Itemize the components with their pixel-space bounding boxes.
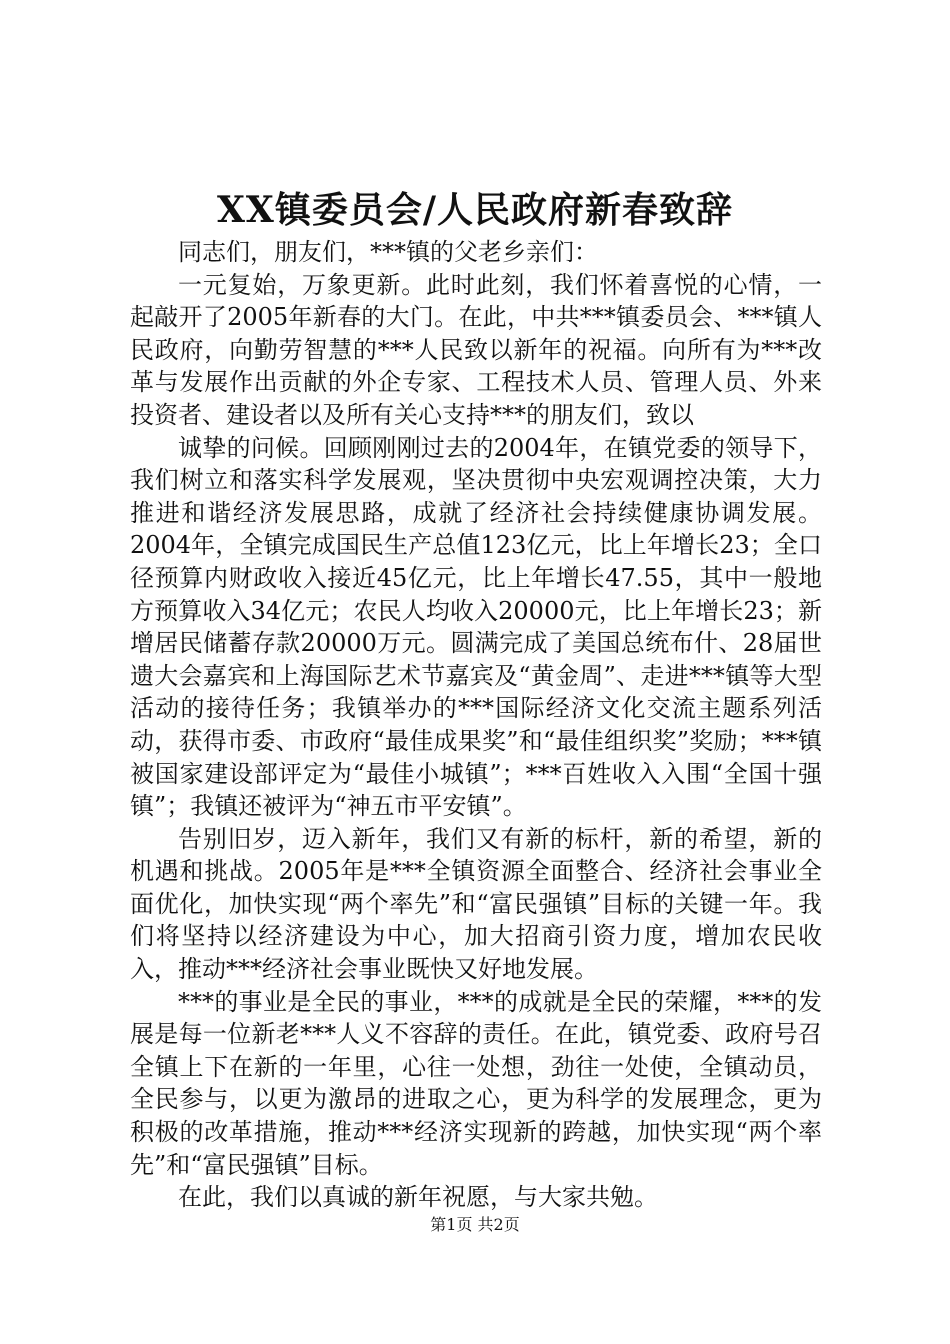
body-paragraph: 告别旧岁，迈入新年，我们又有新的标杆，新的希望，新的机遇和挑战。2005年是***全镇资源全面整合、经济社会事业全面优化，加快实现“两个率先”和“富民强镇”目标的关键一年。我们将坚持以经济建设为中心，加大招商引资力度，增加农民收入，推动***经济社会事业既快又好地发展。 [130, 824, 822, 984]
salutation-paragraph: 同志们，朋友们，***镇的父老乡亲们： [178, 238, 598, 266]
document-title: XX镇委员会/人民政府新春致辞 [216, 189, 733, 231]
page-number-footer: 第1页 共2页 [430, 1215, 520, 1234]
document-body [130, 236, 822, 1214]
closing-paragraph: 在此，我们以真诚的新年祝愿，与大家共勉。 [178, 1183, 658, 1212]
body-paragraph: 诚挚的问候。回顾刚刚过去的2004年，在镇党委的领导下，我们树立和落实科学发展观，坚决贯彻中央宏观调控决策，大力推进和谐经济发展思路，成就了经济社会持续健康协调发展。2004年，全镇完成国民生产总值123亿元，比上年增长23；全口径预算内财政收入接近45亿元，比上年增长47.55，其中一般地方预算收入34亿元；农民人均收入20000元，比上年增长23；新增居民储蓄存款20000万元。圆满完成了美国总统布什、28届世遗大会嘉宾和上海国际艺术节嘉宾及“黄金周”、走进***镇等大型活动的接待任务；我镇举办的***国际经济文化交流主题系列活动，获得市委、市政府“最佳成果奖”和“最佳组织奖”奖励；***镇被国家建设部评定为“最佳小城镇”；***百姓收入入围“全国十强镇”；我镇还被评为“神五市平安镇”。 [130, 433, 822, 821]
body-paragraph: 一元复始，万象更新。此时此刻，我们怀着喜悦的心情，一起敲开了2005年新春的大门。在此，中共***镇委员会、***镇人民政府，向勤劳智慧的***人民致以新年的祝福。向所有为***改革与发展作出贡献的外企专家、工程技术人员、管理人员、外来投资者、建设者以及所有关心支持***的朋友们，致以 [130, 270, 822, 429]
body-paragraph: ***的事业是全民的事业，***的成就是全民的荣耀，***的发展是每一位新老***人义不容辞的责任。在此，镇党委、政府号召全镇上下在新的一年里，心往一处想，劲往一处使，全镇动员，全民参与，以更为激昂的进取之心，更为科学的发展理念，更为积极的改革措施，推动***经济实现新的跨越，加快实现“两个率先”和“富民强镇”目标。 [130, 987, 822, 1179]
